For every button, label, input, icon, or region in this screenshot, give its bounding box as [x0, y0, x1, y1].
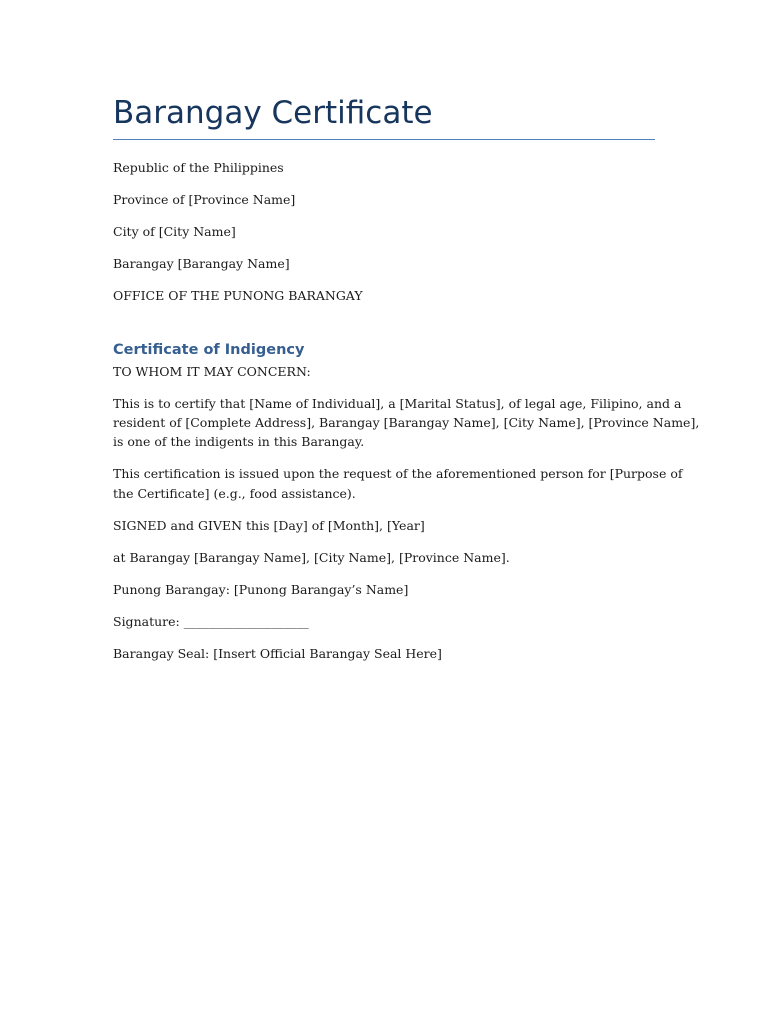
- section-heading: Certificate of Indigency: [113, 342, 305, 358]
- header-office: OFFICE OF THE PUNONG BARANGAY: [113, 288, 363, 303]
- title-underline: [113, 139, 655, 140]
- header-republic: Republic of the Philippines: [113, 160, 284, 175]
- punong-barangay-line: Punong Barangay: [Punong Barangay’s Name]: [113, 582, 409, 597]
- header-barangay: Barangay [Barangay Name]: [113, 256, 290, 271]
- signed-given-line: SIGNED and GIVEN this [Day] of [Month], [Year]: [113, 518, 425, 533]
- signature-line: Signature: ____________________: [113, 614, 309, 629]
- salutation: TO WHOM IT MAY CONCERN:: [113, 364, 311, 379]
- barangay-seal-line: Barangay Seal: [Insert Official Barangay Seal Here]: [113, 646, 442, 661]
- document-title: Barangay Certificate: [113, 95, 433, 131]
- header-city: City of [City Name]: [113, 224, 236, 239]
- header-province: Province of [Province Name]: [113, 192, 296, 207]
- issued-paragraph-line-2: the Certificate] (e.g., food assistance).: [113, 486, 356, 501]
- issued-paragraph-line-1: This certification is issued upon the request of the aforementioned person for [Purpose of: [113, 466, 683, 481]
- certify-paragraph-line-2: resident of [Complete Address], Barangay [Barangay Name], [City Name], [Province Name],: [113, 415, 700, 430]
- certify-paragraph-line-1: This is to certify that [Name of Individual], a [Marital Status], of legal age, Filipino, and a: [113, 396, 682, 411]
- location-line: at Barangay [Barangay Name], [City Name], [Province Name].: [113, 550, 510, 565]
- certify-paragraph-line-3: is one of the indigents in this Barangay.: [113, 434, 365, 449]
